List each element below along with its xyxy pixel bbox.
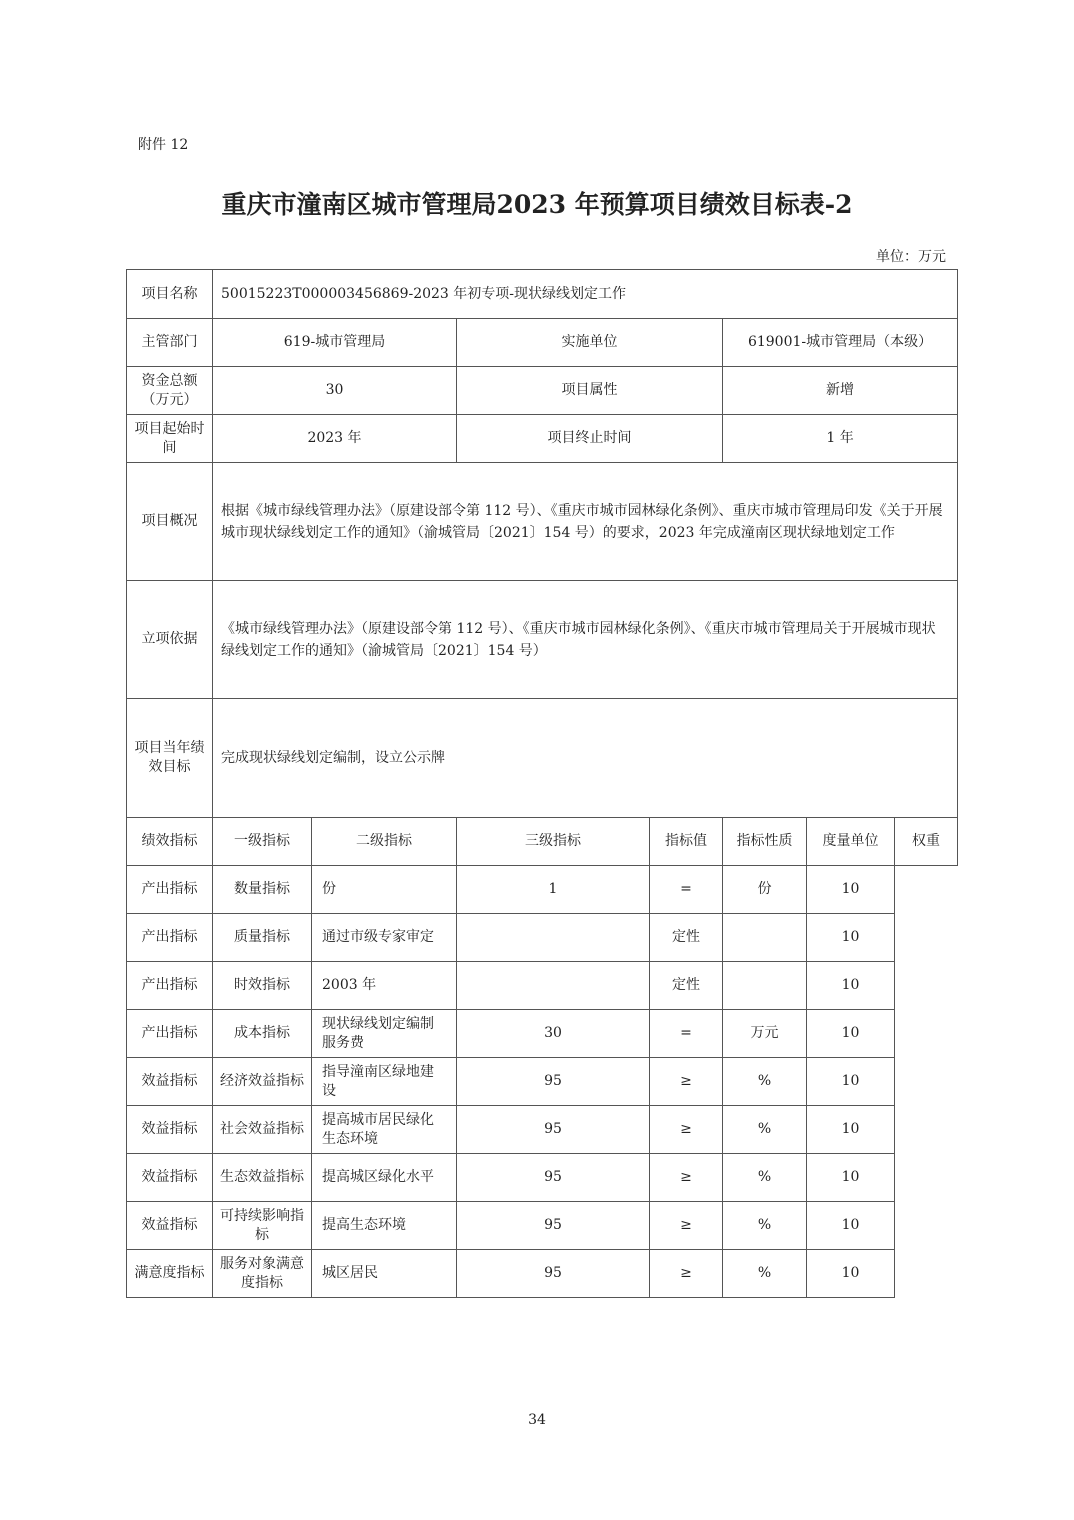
indicator-row bbox=[127, 962, 958, 1010]
indicator-level3: 城区居民 bbox=[312, 1250, 457, 1298]
indicator-row bbox=[127, 1154, 958, 1202]
indicator-level3: 提高生态环境 bbox=[312, 1202, 457, 1250]
row-goal bbox=[127, 699, 958, 818]
indicator-weight: 10 bbox=[807, 914, 895, 962]
dept-label: 主管部门 bbox=[127, 319, 213, 367]
indicator-level1: 产出指标 bbox=[127, 1010, 213, 1058]
dept-value: 619-城市管理局 bbox=[213, 319, 457, 367]
indicator-header-row bbox=[127, 818, 958, 866]
project-name-value: 50015223T000003456869-2023 年初专项-现状绿线划定工作 bbox=[213, 270, 958, 319]
indicator-level3: 通过市级专家审定 bbox=[312, 914, 457, 962]
indicator-weight: 10 bbox=[807, 1058, 895, 1106]
row-fund bbox=[127, 367, 958, 415]
indicator-value: 95 bbox=[457, 1202, 650, 1250]
fund-label: 资金总额（万元） bbox=[127, 367, 213, 415]
impl-label: 实施单位 bbox=[457, 319, 723, 367]
indicator-weight: 10 bbox=[807, 1154, 895, 1202]
indicator-nature: ≥ bbox=[650, 1106, 723, 1154]
indicator-value: 30 bbox=[457, 1010, 650, 1058]
indicator-level3: 提高城区绿化水平 bbox=[312, 1154, 457, 1202]
indicator-level1: 效益指标 bbox=[127, 1202, 213, 1250]
indicator-value bbox=[457, 962, 650, 1010]
header-level2: 二级指标 bbox=[312, 818, 457, 866]
indicator-level1: 产出指标 bbox=[127, 914, 213, 962]
indicator-unit: % bbox=[723, 1058, 807, 1106]
indicator-level2: 服务对象满意度指标 bbox=[213, 1250, 312, 1298]
indicator-row bbox=[127, 1250, 958, 1298]
unit-label: 单位：万元 bbox=[876, 249, 946, 265]
indicator-row bbox=[127, 1010, 958, 1058]
header-weight: 权重 bbox=[895, 818, 958, 866]
goal-label: 项目当年绩效目标 bbox=[127, 699, 213, 818]
indicator-nature: 定性 bbox=[650, 962, 723, 1010]
indicator-weight: 10 bbox=[807, 962, 895, 1010]
indicator-level2: 成本指标 bbox=[213, 1010, 312, 1058]
row-dept bbox=[127, 319, 958, 367]
indicator-level3: 份 bbox=[312, 866, 457, 914]
attr-value: 新增 bbox=[723, 367, 958, 415]
indicator-weight: 10 bbox=[807, 866, 895, 914]
indicator-unit: % bbox=[723, 1202, 807, 1250]
header-level3: 三级指标 bbox=[457, 818, 650, 866]
indicator-level1: 满意度指标 bbox=[127, 1250, 213, 1298]
indicator-level2: 经济效益指标 bbox=[213, 1058, 312, 1106]
indicator-value: 95 bbox=[457, 1106, 650, 1154]
performance-table bbox=[126, 269, 958, 1298]
indicators-section-label: 绩效指标 bbox=[127, 818, 213, 866]
attr-label: 项目属性 bbox=[457, 367, 723, 415]
indicator-nature: ≥ bbox=[650, 1250, 723, 1298]
indicator-weight: 10 bbox=[807, 1250, 895, 1298]
start-label: 项目起始时间 bbox=[127, 415, 213, 463]
end-label: 项目终止时间 bbox=[457, 415, 723, 463]
indicator-level1: 产出指标 bbox=[127, 866, 213, 914]
goal-value: 完成现状绿线划定编制，设立公示牌 bbox=[213, 699, 958, 818]
indicator-level2: 可持续影响指标 bbox=[213, 1202, 312, 1250]
indicator-value: 95 bbox=[457, 1250, 650, 1298]
indicator-value: 95 bbox=[457, 1058, 650, 1106]
indicator-nature: = bbox=[650, 1010, 723, 1058]
indicator-row bbox=[127, 914, 958, 962]
overview-label: 项目概况 bbox=[127, 463, 213, 581]
indicator-unit: % bbox=[723, 1106, 807, 1154]
indicator-nature: ≥ bbox=[650, 1154, 723, 1202]
indicator-level3: 指导潼南区绿地建设 bbox=[312, 1058, 457, 1106]
project-name-label: 项目名称 bbox=[127, 270, 213, 319]
indicator-level1: 效益指标 bbox=[127, 1106, 213, 1154]
row-basis bbox=[127, 581, 958, 699]
indicator-level3: 现状绿线划定编制服务费 bbox=[312, 1010, 457, 1058]
indicator-value: 1 bbox=[457, 866, 650, 914]
indicator-level3: 2003 年 bbox=[312, 962, 457, 1010]
indicator-unit: % bbox=[723, 1154, 807, 1202]
indicator-nature: ≥ bbox=[650, 1058, 723, 1106]
indicator-unit: 万元 bbox=[723, 1010, 807, 1058]
indicator-unit: 份 bbox=[723, 866, 807, 914]
start-value: 2023 年 bbox=[213, 415, 457, 463]
fund-value: 30 bbox=[213, 367, 457, 415]
indicator-level1: 效益指标 bbox=[127, 1058, 213, 1106]
indicator-row bbox=[127, 1058, 958, 1106]
header-unit: 度量单位 bbox=[807, 818, 895, 866]
overview-value: 根据《城市绿线管理办法》（原建设部令第 112 号）、《重庆市城市园林绿化条例》、重庆市城市管理局印发《关于开展城市现状绿线划定工作的通知》（渝城管局〔2021〕154 号）的要求，2023 年完成潼南区现状绿地划定工作 bbox=[213, 463, 958, 581]
indicator-weight: 10 bbox=[807, 1202, 895, 1250]
indicator-row bbox=[127, 1202, 958, 1250]
page-number: 34 bbox=[528, 1412, 546, 1428]
row-project-name bbox=[127, 270, 958, 319]
indicator-nature: ≥ bbox=[650, 1202, 723, 1250]
indicator-level2: 社会效益指标 bbox=[213, 1106, 312, 1154]
indicator-level3: 提高城市居民绿化生态环境 bbox=[312, 1106, 457, 1154]
indicator-level2: 质量指标 bbox=[213, 914, 312, 962]
indicator-level2: 生态效益指标 bbox=[213, 1154, 312, 1202]
indicator-row bbox=[127, 1106, 958, 1154]
indicator-nature: = bbox=[650, 866, 723, 914]
basis-label: 立项依据 bbox=[127, 581, 213, 699]
header-value: 指标值 bbox=[650, 818, 723, 866]
indicator-unit bbox=[723, 914, 807, 962]
row-time bbox=[127, 415, 958, 463]
end-value: 1 年 bbox=[723, 415, 958, 463]
indicator-weight: 10 bbox=[807, 1010, 895, 1058]
basis-value: 《城市绿线管理办法》（原建设部令第 112 号）、《重庆市城市园林绿化条例》、《重庆市城市管理局关于开展城市现状绿线划定工作的通知》（渝城管局〔2021〕154 号） bbox=[213, 581, 958, 699]
page-title: 重庆市潼南区城市管理局2023 年预算项目绩效目标表-2 bbox=[221, 190, 853, 219]
header-level1: 一级指标 bbox=[213, 818, 312, 866]
indicator-level2: 时效指标 bbox=[213, 962, 312, 1010]
indicator-unit bbox=[723, 962, 807, 1010]
header-nature: 指标性质 bbox=[723, 818, 807, 866]
indicator-value: 95 bbox=[457, 1154, 650, 1202]
indicator-level1: 产出指标 bbox=[127, 962, 213, 1010]
row-overview bbox=[127, 463, 958, 581]
indicator-level2: 数量指标 bbox=[213, 866, 312, 914]
indicator-row bbox=[127, 866, 958, 914]
indicator-level1: 效益指标 bbox=[127, 1154, 213, 1202]
impl-value: 619001-城市管理局（本级） bbox=[723, 319, 958, 367]
indicator-weight: 10 bbox=[807, 1106, 895, 1154]
attachment-label: 附件 12 bbox=[138, 137, 189, 153]
indicator-value bbox=[457, 914, 650, 962]
indicator-unit: % bbox=[723, 1250, 807, 1298]
indicator-nature: 定性 bbox=[650, 914, 723, 962]
